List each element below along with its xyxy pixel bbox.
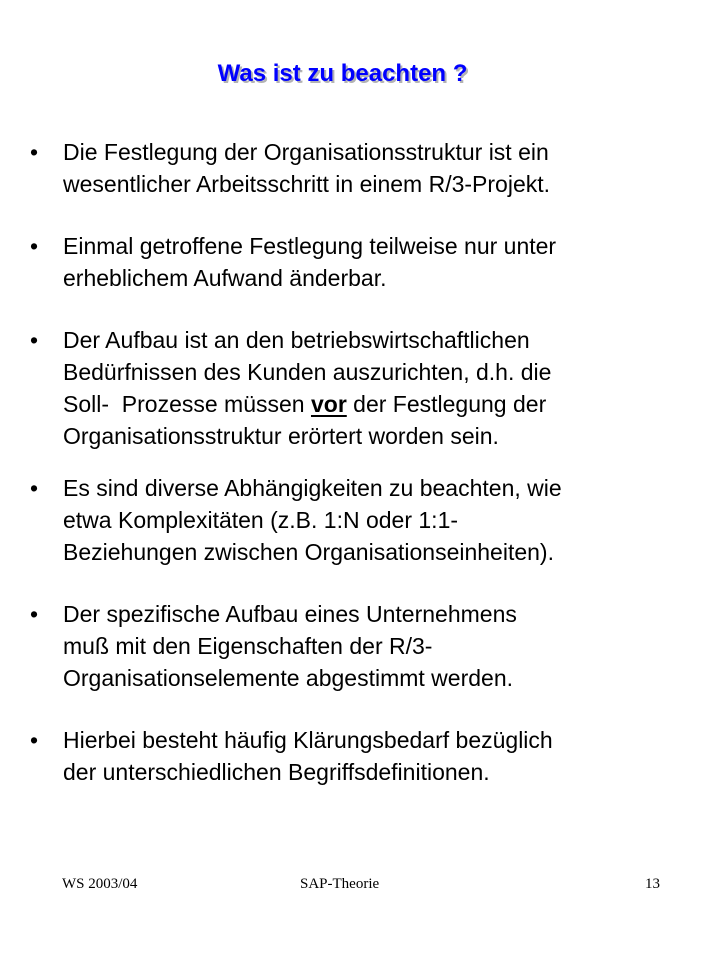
bullet-4-line-2: etwa Komplexitäten (z.B. 1:N oder 1:1- — [63, 507, 459, 533]
bullet-5-line-3: Organisationselemente abgestimmt werden. — [63, 665, 514, 691]
bullet-3-line-3-post: der Festlegung der — [346, 391, 547, 417]
bullet-item-1 — [30, 136, 680, 200]
bullet-item-2 — [30, 230, 680, 294]
footer-course: SAP-Theorie — [300, 876, 380, 892]
bullet-item-4 — [30, 472, 680, 568]
bullet-dot: • — [30, 475, 39, 501]
bullet-dot: • — [30, 139, 39, 165]
bullet-4-line-1: Es sind diverse Abhängigkeiten zu beachten, wie — [63, 475, 562, 501]
bullet-3-line-1: Der Aufbau ist an den betriebswirtschaftlichen — [63, 327, 530, 353]
bullet-item-5 — [30, 598, 680, 694]
bullet-dot: • — [30, 327, 39, 353]
bullet-2-line-1: Einmal getroffene Festlegung teilweise nur unter — [63, 233, 557, 259]
footer-page-number: 13 — [645, 876, 660, 892]
footer-semester: WS 2003/04 — [62, 876, 138, 892]
bullet-dot: • — [30, 727, 39, 753]
bullet-5-line-1: Der spezifische Aufbau eines Unternehmens — [63, 601, 517, 627]
bullet-3-line-2: Bedürfnissen des Kunden auszurichten, d.h. die — [63, 359, 552, 385]
page-title: Was ist zu beachten ? — [217, 60, 468, 87]
bullet-2-line-2: erheblichem Aufwand änderbar. — [63, 265, 387, 291]
bullet-6-line-1: Hierbei besteht häufig Klärungsbedarf bezüglich — [63, 727, 553, 753]
bullet-3-line-3 — [63, 388, 680, 420]
bullet-3-line-3-pre: Soll- Prozesse müssen — [63, 391, 311, 417]
bullet-item-6 — [30, 724, 680, 788]
emphasis-vor: vor — [310, 391, 347, 417]
bullet-1-line-2: wesentlicher Arbeitsschritt in einem R/3-Projekt. — [63, 171, 551, 197]
bullet-list — [30, 136, 680, 818]
bullet-3-line-4: Organisationsstruktur erörtert worden sein. — [63, 423, 499, 449]
bullet-4-line-3: Beziehungen zwischen Organisationseinheiten). — [63, 539, 554, 565]
bullet-dot: • — [30, 601, 39, 627]
bullet-5-line-2: muß mit den Eigenschaften der R/3- — [63, 633, 433, 659]
bullet-6-line-2: der unterschiedlichen Begriffsdefinitionen. — [63, 759, 490, 785]
bullet-1-line-1: Die Festlegung der Organisationsstruktur ist ein — [63, 139, 549, 165]
bullet-item-3 — [30, 324, 680, 452]
bullet-dot: • — [30, 233, 39, 259]
